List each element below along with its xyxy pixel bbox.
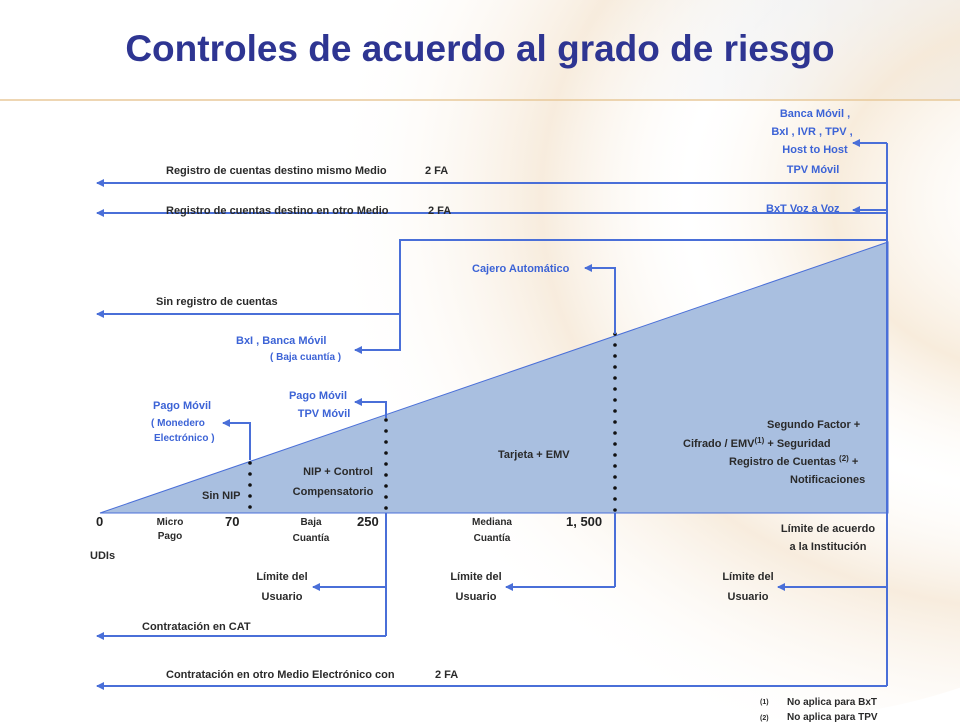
label-contratacion-otro-fa: 2 FA [435,669,459,681]
channel-host: Host to Host [782,144,848,156]
control-nip: NIP + Control [303,466,373,478]
axis-unit: UDIs [90,550,116,562]
limite-usuario-inst-b: Usuario [727,591,769,603]
label-contratacion-cat: Contratación en CAT [142,621,251,633]
footnote-mark-1: (1) [754,436,765,445]
channel-bxi-ivr: BxI , IVR , TPV , [771,126,853,138]
channel-pago-movil-2: Pago Móvil [153,400,212,412]
label-registro-mismo-fa: 2 FA [425,165,449,177]
control-tarjeta-emv: Tarjeta + EMV [498,449,570,461]
footnote-2-text: No aplica para TPV [787,712,878,723]
label-sin-registro: Sin registro de cuentas [156,296,278,308]
footnote-2-mark: (2) [760,715,769,722]
limite-institucion-2: a la Institución [789,541,867,553]
tick-70: 70 [225,514,240,529]
tick-1500: 1, 500 [566,514,603,529]
footnote-1-mark: (1) [760,699,769,706]
label-registro-otro-fa: 2 FA [428,205,452,217]
label-registro-otro: Registro de cuentas destino en otro Medio [166,205,389,217]
channel-monedero: ( Monedero [151,418,205,429]
page-title: Controles de acuerdo al grado de riesgo [125,28,835,69]
control-plus: + [851,456,859,468]
channel-bxt-voz: BxT Voz a Voz [766,203,840,215]
control-compensatorio: Compensatorio [292,486,374,498]
tick-0: 0 [96,514,104,529]
limite-usuario-250-a: Límite del [256,571,308,583]
channel-tpv-movil-2: TPV Móvil [297,408,351,420]
limite-institucion-1: Límite de acuerdo [780,523,876,535]
control-registro-cuentas [729,455,858,470]
channel-bxi-banca: BxI , Banca Móvil [236,335,327,347]
tick-250: 250 [357,514,379,529]
category-baja-cuantia: Cuantía [292,533,330,544]
control-cifrado [683,437,831,452]
label-registro-mismo: Registro de cuentas destino mismo Medio [166,165,387,177]
control-seguridad: + Seguridad [767,438,831,450]
category-mediana-cuantia: Cuantía [473,533,511,544]
channel-electronico: Electrónico ) [154,433,215,444]
label-contratacion-otro: Contratación en otro Medio Electrónico con [166,669,395,681]
category-micro: Micro [156,517,184,528]
control-segundo-factor: Segundo Factor + [767,419,861,431]
channel-tpv-movil: TPV Móvil [786,164,840,176]
channel-cajero: Cajero Automático [472,263,570,275]
limite-usuario-inst-a: Límite del [722,571,774,583]
limite-usuario-1500-a: Límite del [450,571,502,583]
channel-banca-movil: Banca Móvil , [779,108,851,120]
category-baja: Baja [300,517,322,528]
footnote-mark-2: (2) [839,454,849,463]
note-baja-cuantia: ( Baja cuantía ) [270,352,342,363]
channel-pago-movil: Pago Móvil [288,390,348,402]
limite-usuario-1500-b: Usuario [455,591,497,603]
category-mediana: Mediana [471,517,512,528]
control-notificaciones: Notificaciones [790,474,866,486]
control-sin-nip: Sin NIP [202,490,241,502]
control-registro-text: Registro de Cuentas [729,456,836,468]
category-pago: Pago [157,531,183,542]
control-cifrado-text: Cifrado / EMV [683,438,755,450]
limite-usuario-250-b: Usuario [261,591,303,603]
footnote-1-text: No aplica para BxT [787,697,878,708]
